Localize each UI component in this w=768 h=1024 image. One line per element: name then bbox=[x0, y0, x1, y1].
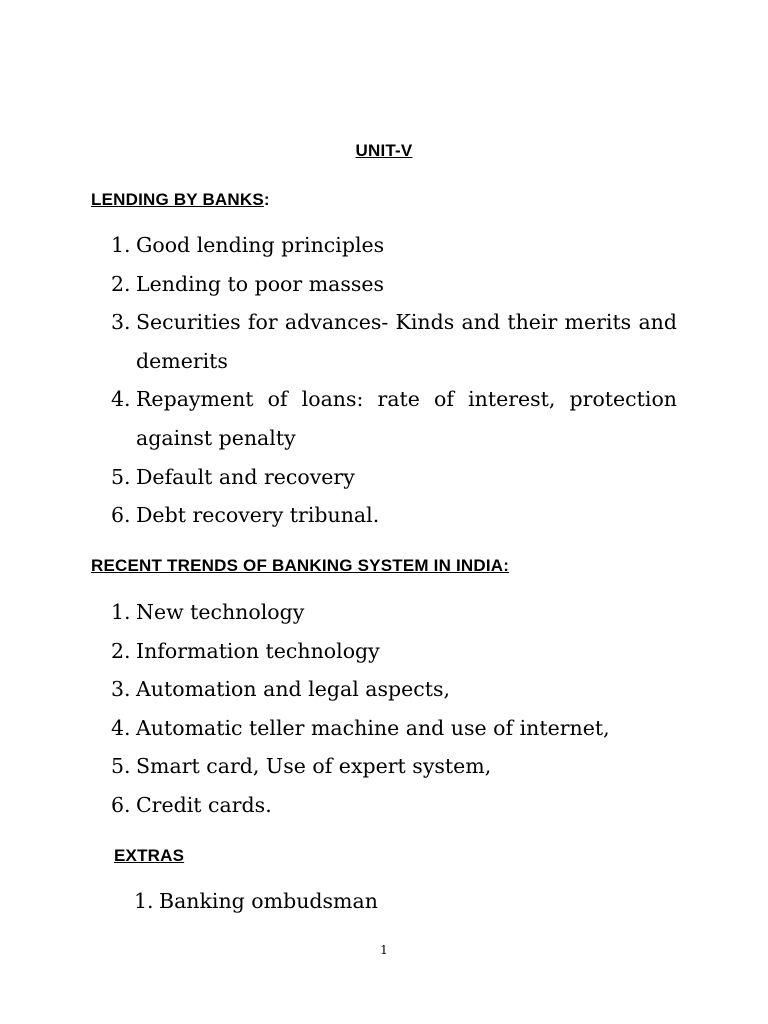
list-item-number: 5. bbox=[111, 464, 131, 489]
list-item bbox=[111, 747, 677, 786]
list-item-text: Default and recovery bbox=[136, 464, 355, 489]
lending-heading-colon: : bbox=[263, 190, 270, 209]
list-item-number: 5. bbox=[111, 754, 131, 779]
list-item bbox=[111, 709, 677, 748]
list-item-number: 6. bbox=[111, 503, 131, 528]
list-item bbox=[111, 303, 677, 380]
list-item bbox=[111, 226, 677, 265]
list-item-text: Good lending principles bbox=[136, 233, 385, 257]
list-item bbox=[111, 458, 677, 497]
list-item-text: Debt recovery tribunal. bbox=[136, 503, 380, 528]
list-item-text: Lending to poor masses bbox=[136, 271, 385, 296]
lending-heading-text: LENDING BY BANKS bbox=[91, 190, 264, 209]
list-item bbox=[111, 380, 677, 457]
list-item-text: Smart card, Use of expert system, bbox=[136, 754, 492, 779]
list-item bbox=[111, 496, 677, 535]
list-item-text: Banking ombudsman bbox=[159, 889, 378, 913]
list-item bbox=[111, 593, 677, 632]
list-item bbox=[111, 632, 677, 671]
list-item bbox=[111, 265, 677, 304]
list-item-text: New technology bbox=[136, 600, 305, 624]
trends-heading: RECENT TRENDS OF BANKING SYSTEM IN INDIA: bbox=[91, 556, 510, 575]
list-item-number: 2. bbox=[111, 271, 131, 296]
trends-list bbox=[111, 593, 677, 825]
list-item-text: Automation and legal aspects, bbox=[136, 677, 451, 702]
list-item-number: 4. bbox=[111, 715, 131, 740]
lending-heading bbox=[91, 189, 270, 211]
list-item-number: 1. bbox=[134, 889, 154, 913]
list-item-text: Automatic teller machine and use of internet, bbox=[136, 715, 610, 740]
list-item-number: 3. bbox=[111, 310, 131, 335]
list-item-number: 1. bbox=[111, 600, 131, 624]
list-item-text: Credit cards. bbox=[136, 792, 272, 817]
list-item bbox=[111, 670, 677, 709]
list-item-number: 6. bbox=[111, 792, 131, 817]
list-item-text: Repayment of loans: rate of interest, protection against penalty bbox=[136, 387, 677, 450]
list-item-number: 4. bbox=[111, 387, 131, 412]
lending-list bbox=[111, 226, 677, 535]
list-item-text: Information technology bbox=[136, 638, 380, 663]
list-item-text: Securities for advances- Kinds and their merits and demerits bbox=[136, 310, 677, 373]
list-item bbox=[111, 786, 677, 825]
extras-list bbox=[134, 882, 677, 921]
unit-title: UNIT-V bbox=[355, 141, 413, 160]
list-item-number: 1. bbox=[111, 233, 131, 257]
page-number: 1 bbox=[380, 943, 388, 957]
list-item-number: 3. bbox=[111, 677, 131, 702]
extras-heading: EXTRAS bbox=[114, 846, 185, 865]
list-item-number: 2. bbox=[111, 638, 131, 663]
list-item bbox=[134, 882, 677, 921]
